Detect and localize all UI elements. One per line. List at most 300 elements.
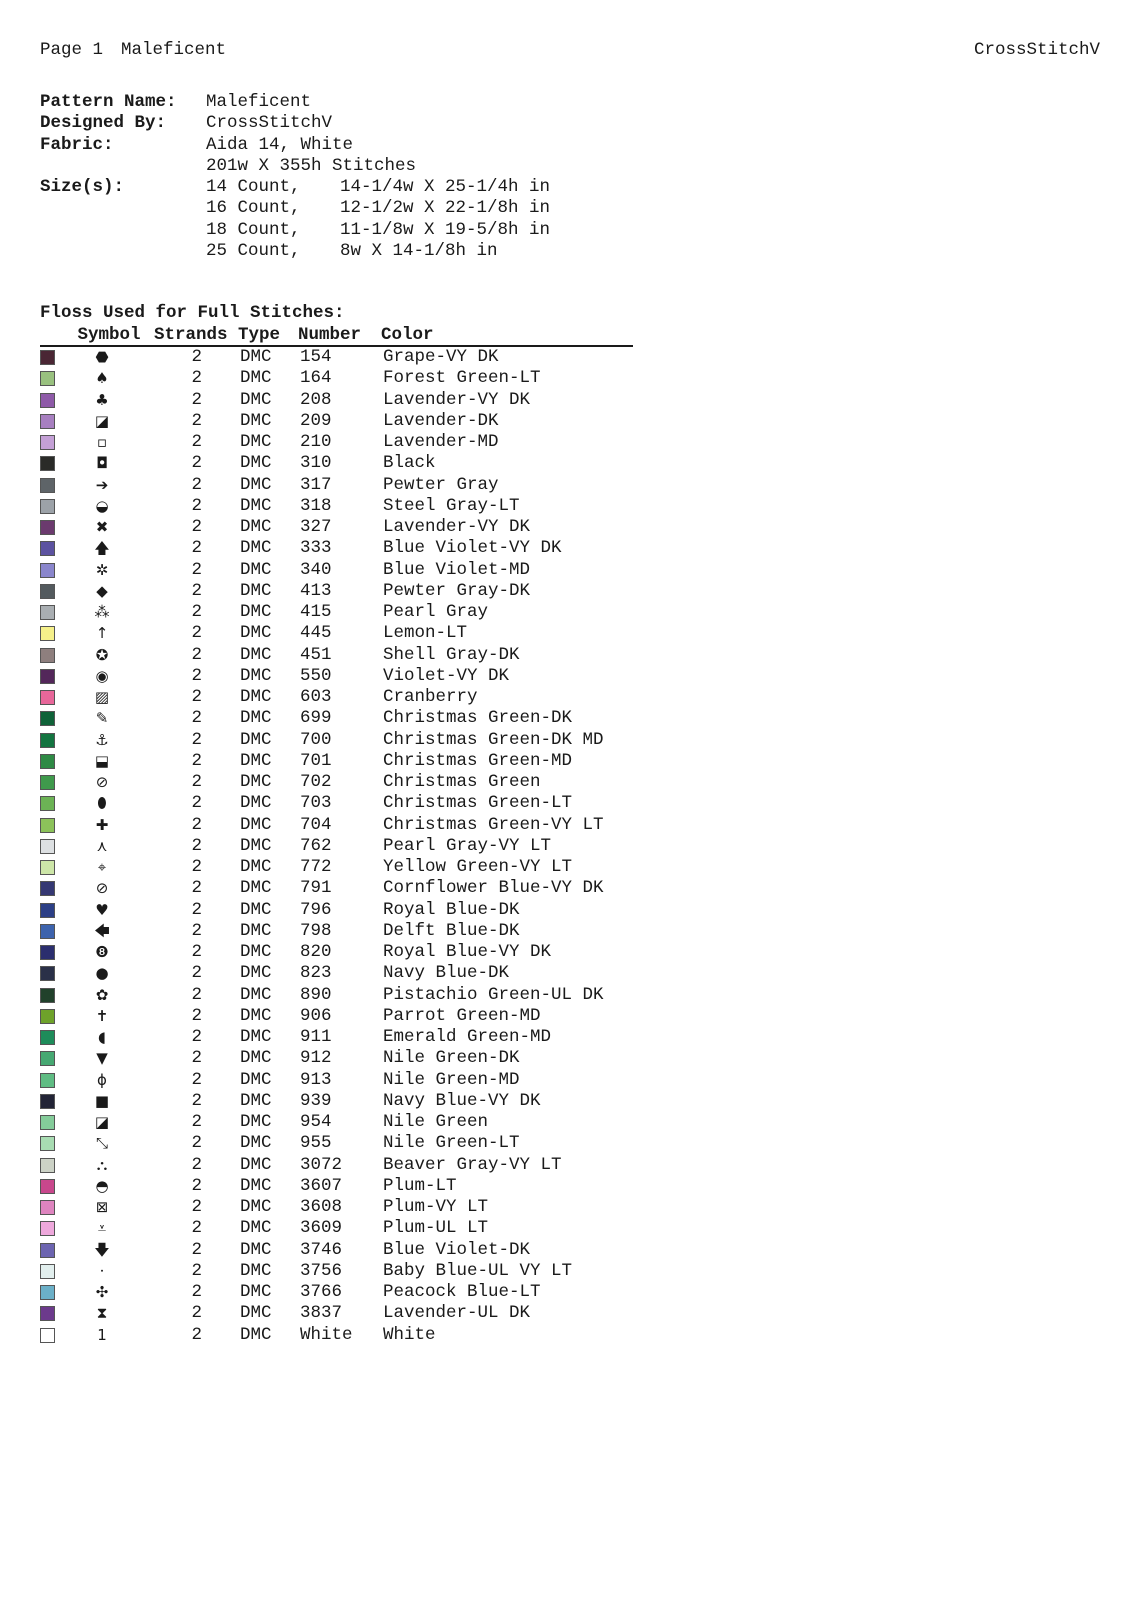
table-row <box>40 666 633 687</box>
color-swatch <box>40 1136 55 1151</box>
color-cell: Steel Gray-LT <box>383 495 520 516</box>
strands-cell: 2 <box>191 1197 202 1217</box>
strands-cell: 2 <box>191 1175 202 1196</box>
type-cell: DMC <box>240 984 272 1005</box>
strands-cell: 2 <box>191 1260 202 1281</box>
number-cell: 3607 <box>300 1175 343 1196</box>
number-cell: 3608 <box>300 1197 343 1217</box>
color-swatch <box>40 456 55 471</box>
table-row <box>40 1133 633 1154</box>
color-swatch <box>40 1328 55 1343</box>
strands-cell: 2 <box>191 1324 202 1345</box>
strands-cell: 2 <box>191 793 202 814</box>
number-cell: 154 <box>300 347 332 367</box>
table-row <box>40 411 633 432</box>
number-cell: 3746 <box>300 1239 343 1260</box>
table-row <box>40 751 633 772</box>
color-swatch <box>40 563 55 578</box>
color-swatch <box>40 775 55 790</box>
color-swatch <box>40 1009 55 1024</box>
color-cell: Lavender-UL DK <box>383 1303 531 1324</box>
table-row <box>40 1070 633 1091</box>
type-cell: DMC <box>240 559 272 580</box>
color-cell: White <box>383 1324 436 1345</box>
number-cell: 700 <box>300 729 332 750</box>
number-cell: 333 <box>300 538 332 559</box>
color-header: Color <box>381 325 434 345</box>
table-row <box>40 1282 633 1303</box>
type-cell: DMC <box>240 1324 272 1345</box>
type-cell: DMC <box>240 389 272 410</box>
table-row <box>40 1112 633 1133</box>
table-row <box>40 1218 633 1239</box>
number-cell: 3072 <box>300 1154 343 1175</box>
type-cell: DMC <box>240 1005 272 1026</box>
stitch-symbol-icon: ◖ <box>98 1028 106 1046</box>
strands-cell: 2 <box>191 899 202 920</box>
stitch-symbol-icon: ɸ <box>97 1070 107 1089</box>
number-cell: 3766 <box>300 1282 343 1302</box>
color-swatch <box>40 903 55 918</box>
color-cell: Nile Green <box>383 1112 489 1132</box>
color-swatch <box>40 1285 55 1300</box>
table-row <box>40 1197 633 1218</box>
color-swatch <box>40 499 55 514</box>
table-row <box>40 772 633 793</box>
page-number: Page 1 <box>40 40 104 60</box>
color-swatch <box>40 1264 55 1279</box>
number-cell: 210 <box>300 432 332 452</box>
color-cell: Royal Blue-DK <box>383 899 520 920</box>
table-row <box>40 708 633 729</box>
strands-cell: 2 <box>191 559 202 580</box>
stitch-symbol-icon: ➔ <box>95 475 109 494</box>
stitch-symbol-icon: 🡄 <box>94 921 110 940</box>
color-swatch <box>40 1073 55 1088</box>
stitch-symbol-icon: ⬓ <box>94 751 110 770</box>
color-cell: Blue Violet-DK <box>383 1239 531 1260</box>
strands-cell: 2 <box>191 474 202 495</box>
color-swatch <box>40 541 55 556</box>
color-cell: Pistachio Green-UL DK <box>383 984 604 1005</box>
stitch-symbol-icon: ♠ <box>95 369 109 388</box>
number-cell: 209 <box>300 410 332 431</box>
type-cell: DMC <box>240 623 272 644</box>
number-cell: 798 <box>300 920 332 941</box>
strands-cell: 2 <box>191 1005 202 1026</box>
size-count: 16 Count, <box>206 198 301 219</box>
color-swatch <box>40 796 55 811</box>
sizes-label: Size(s): <box>40 177 125 198</box>
number-cell: 310 <box>300 453 332 474</box>
strands-cell: 2 <box>191 495 202 516</box>
color-cell: Christmas Green-LT <box>383 793 573 814</box>
number-cell: 699 <box>300 708 332 729</box>
designed-by-value: CrossStitchV <box>206 113 333 134</box>
size-dims: 14-1/4w X 25-1/4h in <box>340 177 551 198</box>
number-header: Number <box>298 325 362 345</box>
table-row <box>40 453 633 474</box>
strands-cell: 2 <box>191 1154 202 1175</box>
table-row <box>40 368 633 389</box>
pattern-info <box>40 92 550 262</box>
strands-cell: 2 <box>191 665 202 686</box>
color-swatch <box>40 966 55 981</box>
stitch-symbol-icon: ▼ <box>96 1049 108 1068</box>
number-cell: 939 <box>300 1090 332 1111</box>
table-row <box>40 921 633 942</box>
color-swatch <box>40 1030 55 1045</box>
table-row <box>40 878 633 899</box>
color-cell: Plum-UL LT <box>383 1218 489 1239</box>
strands-cell: 2 <box>191 517 202 537</box>
fabric-label: Fabric: <box>40 134 114 155</box>
number-cell: 603 <box>300 687 332 707</box>
strands-cell: 2 <box>191 368 202 389</box>
color-cell: Nile Green-DK <box>383 1048 520 1069</box>
size-dims: 8w X 14-1/8h in <box>340 241 498 262</box>
table-row <box>40 687 633 708</box>
type-cell: DMC <box>240 517 272 537</box>
type-cell: DMC <box>240 474 272 495</box>
type-cell: DMC <box>240 1069 272 1090</box>
color-swatch <box>40 626 55 641</box>
stitch-symbol-icon: ❽ <box>95 943 109 961</box>
color-cell: Blue Violet-MD <box>383 559 531 580</box>
type-cell: DMC <box>240 857 272 877</box>
color-swatch <box>40 924 55 939</box>
type-cell: DMC <box>240 1090 272 1111</box>
stitch-symbol-icon: ✿ <box>95 985 109 1004</box>
color-cell: Pewter Gray-DK <box>383 580 531 601</box>
type-cell: DMC <box>240 453 272 474</box>
color-cell: Emerald Green-MD <box>383 1027 552 1047</box>
strands-cell: 2 <box>191 772 202 792</box>
stitch-symbol-icon: ⊘ <box>95 773 109 791</box>
floss-rows <box>40 347 633 1346</box>
strands-cell: 2 <box>191 708 202 729</box>
number-cell: 445 <box>300 623 332 644</box>
color-cell: Grape-VY DK <box>383 347 499 367</box>
color-swatch <box>40 839 55 854</box>
type-cell: DMC <box>240 1154 272 1175</box>
number-cell: 911 <box>300 1027 332 1047</box>
stitch-symbol-icon: ✖ <box>95 518 109 536</box>
symbol-header: Symbol <box>77 325 141 345</box>
number-cell: 912 <box>300 1048 332 1069</box>
stitch-symbol-icon: ⊠ <box>95 1198 109 1216</box>
table-row <box>40 581 633 602</box>
strands-cell: 2 <box>191 1069 202 1090</box>
type-cell: DMC <box>240 644 272 665</box>
type-cell: DMC <box>240 665 272 686</box>
type-cell: DMC <box>240 708 272 729</box>
table-row <box>40 496 633 517</box>
table-row <box>40 1006 633 1027</box>
number-cell: 954 <box>300 1112 332 1132</box>
type-cell: DMC <box>240 602 272 622</box>
stitch-symbol-icon: ■ <box>94 1091 110 1110</box>
stitch-symbol-icon: ⩡ <box>97 1219 107 1238</box>
type-cell: DMC <box>240 1303 272 1324</box>
table-row <box>40 1303 633 1324</box>
table-row <box>40 1240 633 1261</box>
color-cell: Nile Green-MD <box>383 1069 520 1090</box>
stitch-symbol-icon: ✝ <box>95 1006 109 1025</box>
table-row <box>40 1176 633 1197</box>
color-swatch <box>40 1115 55 1130</box>
number-cell: 890 <box>300 984 332 1005</box>
number-cell: 317 <box>300 474 332 495</box>
color-cell: Shell Gray-DK <box>383 644 520 665</box>
stitch-symbol-icon: 1 <box>97 1325 107 1344</box>
number-cell: 701 <box>300 750 332 771</box>
type-cell: DMC <box>240 1048 272 1069</box>
designed-by-label: Designed By: <box>40 113 167 134</box>
stitch-symbol-icon: ⤡ <box>95 1134 108 1153</box>
type-cell: DMC <box>240 1260 272 1281</box>
color-swatch <box>40 414 55 429</box>
size-count: 25 Count, <box>206 241 301 262</box>
color-swatch <box>40 350 55 365</box>
color-swatch <box>40 1094 55 1109</box>
color-swatch <box>40 648 55 663</box>
stitch-symbol-icon: ✪ <box>95 645 109 664</box>
color-cell: Navy Blue-DK <box>383 963 510 984</box>
table-row <box>40 1091 633 1112</box>
stitch-symbol-icon: ⸱ <box>99 1261 105 1280</box>
color-swatch <box>40 711 55 726</box>
number-cell: 318 <box>300 495 332 516</box>
size-dims: 12-1/2w X 22-1/8h in <box>340 198 551 219</box>
strands-cell: 2 <box>191 835 202 856</box>
strands-cell: 2 <box>191 857 202 877</box>
type-cell: DMC <box>240 432 272 452</box>
color-cell: Blue Violet-VY DK <box>383 538 562 559</box>
color-swatch <box>40 393 55 408</box>
type-cell: DMC <box>240 878 272 899</box>
stitch-symbol-icon: ◆ <box>96 581 108 600</box>
stitch-count: 201w X 355h Stitches <box>206 155 417 176</box>
strands-cell: 2 <box>191 1112 202 1132</box>
strands-cell: 2 <box>191 687 202 707</box>
strands-cell: 2 <box>191 347 202 367</box>
type-cell: DMC <box>240 835 272 856</box>
stitch-symbol-icon: ↑ <box>95 624 109 643</box>
strands-header: Strands <box>154 325 228 345</box>
strands-cell: 2 <box>191 538 202 559</box>
strands-cell: 2 <box>191 984 202 1005</box>
color-swatch <box>40 371 55 386</box>
color-swatch <box>40 1306 55 1321</box>
strands-cell: 2 <box>191 1027 202 1047</box>
color-cell: Plum-LT <box>383 1175 457 1196</box>
type-cell: DMC <box>240 410 272 431</box>
type-cell: DMC <box>240 920 272 941</box>
table-row <box>40 1155 633 1176</box>
table-row <box>40 1261 633 1282</box>
color-swatch <box>40 435 55 450</box>
color-swatch <box>40 945 55 960</box>
type-cell: DMC <box>240 814 272 835</box>
number-cell: 704 <box>300 814 332 835</box>
color-cell: Navy Blue-VY DK <box>383 1090 541 1111</box>
table-row <box>40 602 633 623</box>
stitch-symbol-icon: ⊘ <box>95 879 109 898</box>
number-cell: 550 <box>300 665 332 686</box>
number-cell: 164 <box>300 368 332 389</box>
color-swatch <box>40 860 55 875</box>
strands-cell: 2 <box>191 432 202 452</box>
table-row <box>40 793 633 814</box>
number-cell: 702 <box>300 772 332 792</box>
color-cell: Lavender-DK <box>383 410 499 431</box>
stitch-symbol-icon: ⌖ <box>97 858 107 876</box>
color-cell: Pearl Gray <box>383 602 489 622</box>
pattern-name-value: Maleficent <box>206 92 312 112</box>
color-cell: Christmas Green-VY LT <box>383 814 604 835</box>
type-cell: DMC <box>240 1218 272 1239</box>
table-row <box>40 560 633 581</box>
table-row <box>40 900 633 921</box>
color-cell: Delft Blue-DK <box>383 920 520 941</box>
color-cell: Violet-VY DK <box>383 665 510 686</box>
stitch-symbol-icon: ⧗ <box>96 1304 108 1323</box>
table-row <box>40 985 633 1006</box>
color-swatch <box>40 584 55 599</box>
type-cell: DMC <box>240 495 272 516</box>
number-cell: 3609 <box>300 1218 343 1239</box>
color-cell: Black <box>383 453 436 474</box>
size-count: 14 Count, <box>206 177 301 198</box>
type-cell: DMC <box>240 1027 272 1047</box>
stitch-symbol-icon: ✲ <box>95 560 109 579</box>
header-designer: CrossStitchV <box>973 40 1100 60</box>
stitch-symbol-icon: ● <box>95 964 109 983</box>
floss-table-header <box>40 325 633 347</box>
number-cell: 796 <box>300 899 332 920</box>
color-cell: Cornflower Blue-VY DK <box>383 878 604 899</box>
color-cell: Pearl Gray-VY LT <box>383 835 552 856</box>
color-swatch <box>40 733 55 748</box>
stitch-symbol-icon: ◪ <box>94 1113 110 1131</box>
color-swatch <box>40 690 55 705</box>
color-cell: Beaver Gray-VY LT <box>383 1154 562 1175</box>
floss-table <box>40 325 633 1346</box>
number-cell: 3756 <box>300 1260 343 1281</box>
color-cell: Baby Blue-UL VY LT <box>383 1260 573 1281</box>
color-cell: Pewter Gray <box>383 474 499 495</box>
type-cell: DMC <box>240 1112 272 1132</box>
type-header: Type <box>238 325 281 345</box>
table-row <box>40 942 633 963</box>
color-cell: Christmas Green-MD <box>383 750 573 771</box>
strands-cell: 2 <box>191 878 202 899</box>
type-cell: DMC <box>240 963 272 984</box>
table-row <box>40 347 633 368</box>
stitch-symbol-icon: ✎ <box>95 709 109 728</box>
stitch-symbol-icon: ◉ <box>95 666 109 685</box>
strands-cell: 2 <box>191 1282 202 1302</box>
number-cell: 327 <box>300 517 332 537</box>
table-row <box>40 730 633 751</box>
color-swatch <box>40 1179 55 1194</box>
number-cell: 913 <box>300 1069 332 1090</box>
color-swatch <box>40 1221 55 1236</box>
color-swatch <box>40 818 55 833</box>
stitch-symbol-icon: ⋏ <box>96 836 108 855</box>
number-cell: 762 <box>300 835 332 856</box>
number-cell: 413 <box>300 580 332 601</box>
type-cell: DMC <box>240 1197 272 1217</box>
number-cell: 451 <box>300 644 332 665</box>
strands-cell: 2 <box>191 602 202 622</box>
strands-cell: 2 <box>191 453 202 474</box>
color-cell: Lavender-VY DK <box>383 389 531 410</box>
strands-cell: 2 <box>191 1090 202 1111</box>
color-swatch <box>40 520 55 535</box>
number-cell: 791 <box>300 878 332 899</box>
type-cell: DMC <box>240 1282 272 1302</box>
strands-cell: 2 <box>191 963 202 984</box>
type-cell: DMC <box>240 899 272 920</box>
stitch-symbol-icon: ◘ <box>96 454 108 473</box>
table-row <box>40 475 633 496</box>
stitch-symbol-icon: ◪ <box>94 411 110 430</box>
number-cell: 703 <box>300 793 332 814</box>
color-swatch <box>40 754 55 769</box>
stitch-symbol-icon: ♣ <box>95 390 109 409</box>
color-swatch <box>40 1243 55 1258</box>
number-cell: 772 <box>300 857 332 877</box>
strands-cell: 2 <box>191 410 202 431</box>
color-cell: Parrot Green-MD <box>383 1005 541 1026</box>
color-cell: Lavender-MD <box>383 432 499 452</box>
stitch-symbol-icon: 🡇 <box>94 1240 110 1259</box>
stitch-symbol-icon: ⚓ <box>95 730 109 749</box>
stitch-symbol-icon: ◒ <box>95 496 109 515</box>
table-row <box>40 1048 633 1069</box>
color-swatch <box>40 478 55 493</box>
floss-section-title: Floss Used for Full Stitches: <box>40 303 345 323</box>
table-row <box>40 836 633 857</box>
color-cell: Peacock Blue-LT <box>383 1282 541 1302</box>
size-dims: 11-1/8w X 19-5/8h in <box>340 219 551 240</box>
strands-cell: 2 <box>191 1303 202 1324</box>
strands-cell: 2 <box>191 1133 202 1154</box>
color-cell: Yellow Green-VY LT <box>383 857 573 877</box>
type-cell: DMC <box>240 1239 272 1260</box>
number-cell: White <box>300 1324 353 1345</box>
table-row <box>40 1027 633 1048</box>
color-cell: Royal Blue-VY DK <box>383 942 552 962</box>
number-cell: 415 <box>300 602 332 622</box>
stitch-symbol-icon: 🡅 <box>94 539 110 558</box>
stitch-symbol-icon: ♥ <box>95 900 109 919</box>
type-cell: DMC <box>240 368 272 389</box>
type-cell: DMC <box>240 772 272 792</box>
color-cell: Nile Green-LT <box>383 1133 520 1154</box>
type-cell: DMC <box>240 793 272 814</box>
color-swatch <box>40 1200 55 1215</box>
number-cell: 340 <box>300 559 332 580</box>
table-row <box>40 857 633 878</box>
table-row <box>40 623 633 644</box>
table-row <box>40 538 633 559</box>
color-cell: Plum-VY LT <box>383 1197 489 1217</box>
strands-cell: 2 <box>191 389 202 410</box>
color-swatch <box>40 1158 55 1173</box>
